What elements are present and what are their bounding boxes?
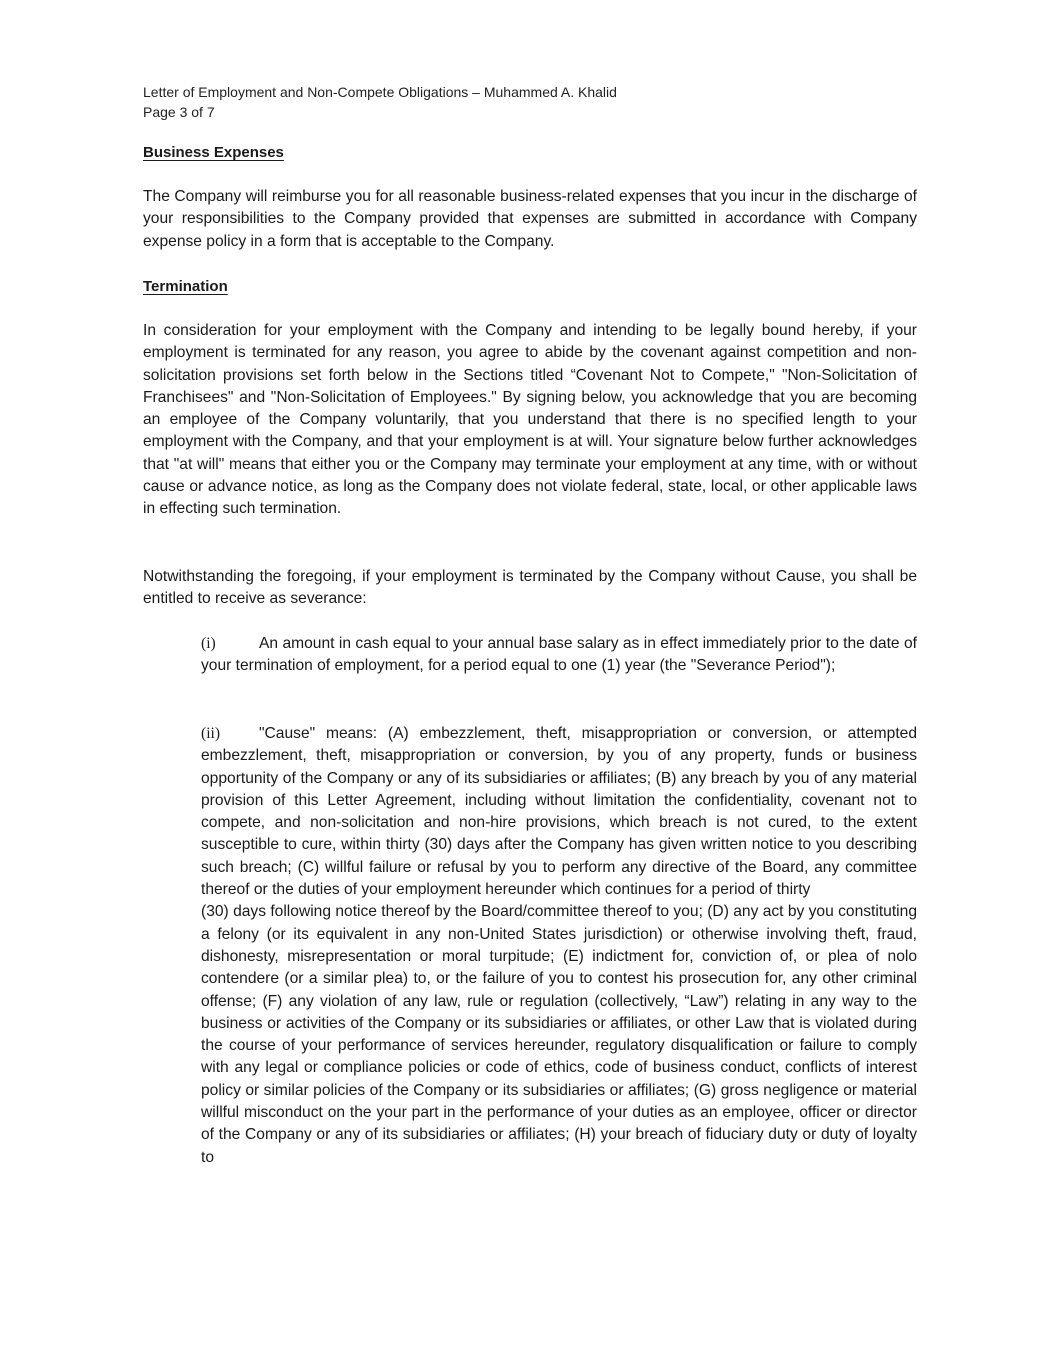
severance-intro-paragraph: Notwithstanding the foregoing, if your employment is terminated by the Company without Cause, you shall be entitled to receive as severance: — [143, 568, 917, 608]
document-title: Letter of Employment and Non-Compete Obligations – Muhammed A. Khalid — [143, 84, 617, 100]
page-header — [143, 82, 617, 122]
item-text: An amount in cash equal to your annual base salary as in effect immediately prior to the date of your termination of employment, for a period equal to one (1) year (the "Severance Period"); — [201, 635, 917, 675]
heading-termination: Termination — [143, 278, 228, 295]
item-label: (i) — [201, 635, 216, 652]
item-continuation: (30) days following notice thereof by the Board/committee thereof to you; (D) any act by you constituting a felony (or its equivalent in any non-United States jurisdiction) or otherwise involving theft, fraud, dishonesty, misrepresentation or moral turpitude; (E) indictment for, conviction of, or plea of nolo contendere (or a similar plea) to, or the failure of you to contest his prosecution for, any other criminal offense; (F) any violation of any law, rule or regulation (collectively, “Law”) relating in any way to the business or activities of the Company or its subsidiaries or affiliates, or other Law that is violated during the course of your performance of services hereunder, regulatory disqualification or failure to comply with any legal or compliance policies or code of ethics, code of business conduct, conflicts of interest policy or similar policies of the Company or its subsidiaries or affiliates; (G) gross negligence or material willful misconduct on the your part in the performance of your duties as an employee, officer or director of the Company or any of its subsidiaries or affiliates; (H) your breach of fiduciary duty or duty of loyalty to — [201, 903, 917, 1166]
severance-item-i — [201, 633, 917, 678]
page-number: Page 3 of 7 — [143, 104, 215, 120]
item-text: "Cause" means: (A) embezzlement, theft, misappropriation or conversion, or attempted embezzlement, theft, misappropriation or conversion, by you of any property, funds or business opportunity of the Company or any of its subsidiaries or affiliates; (B) any breach by you of any material provision of this Letter Agreement, including without limitation the confidentiality, covenant not to compete, and non-solicitation and non-hire provisions, which breach is not cured, to the extent susceptible to cure, within thirty (30) days after the Company has given written notice to you describing such breach; (C) willful failure or refusal by you to perform any directive of the Board, any committee thereof or the duties of your employment hereunder which continues for a period of thirty — [201, 725, 917, 899]
business-expenses-paragraph: The Company will reimburse you for all reasonable business-related expenses that you incur in the discharge of your responsibilities to the Company provided that expenses are submitted in accordance with Company expense policy in a form that is acceptable to the Company. — [143, 188, 917, 250]
severance-item-ii — [201, 723, 917, 1169]
heading-business-expenses: Business Expenses — [143, 144, 284, 161]
termination-paragraph: In consideration for your employment with the Company and intending to be legally bound hereby, if your employment is terminated for any reason, you agree to abide by the covenant against competition and non-solicitation provisions set forth below in the Sections titled “Covenant Not to Compete," "Non-Solicitation of Franchisees" and "Non-Solicitation of Employees." By signing below, you acknowledge that you are becoming an employee of the Company voluntarily, that you understand that there is no specified length to your employment with the Company, and that your employment is at will. Your signature below further acknowledges that "at will" means that either you or the Company may terminate your employment at any time, with or without cause or advance notice, as long as the Company does not violate federal, state, local, or other applicable laws in effecting such termination. — [143, 322, 917, 518]
item-label: (ii) — [201, 725, 221, 742]
